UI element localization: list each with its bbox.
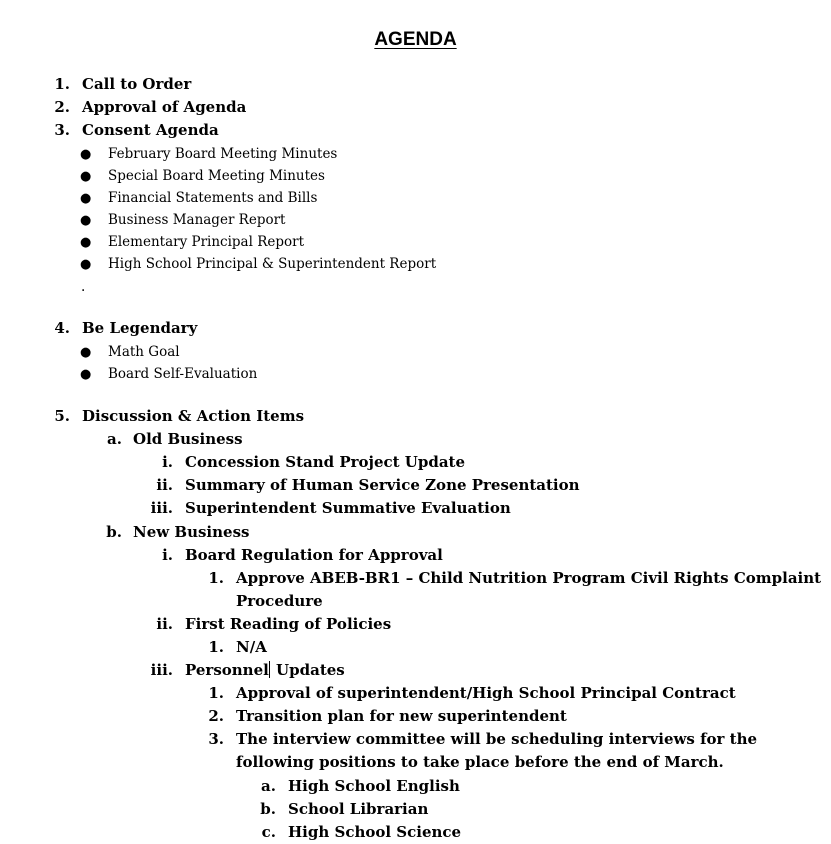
item-continuation: following positions to take place before the end of March. (236, 753, 724, 771)
item-number: 1. (208, 638, 224, 656)
roman-item-text: First Reading of Policies (185, 615, 392, 633)
roman-item-text: Concession Stand Project Update (185, 453, 466, 471)
roman-numeral: i. (162, 546, 173, 564)
item-continuation: Procedure (236, 592, 323, 610)
bullet-text: Math Goal (108, 344, 180, 360)
item-text: Be Legendary (82, 319, 198, 337)
sub-item-letter: a. (107, 430, 122, 448)
roman-numeral: ii. (156, 476, 173, 494)
bullet-text: Elementary Principal Report (108, 234, 305, 250)
position-letter: c. (261, 823, 276, 841)
sub-item-letter: b. (106, 523, 122, 541)
item-number: 3. (208, 730, 224, 748)
roman-numeral: iii. (150, 499, 173, 517)
bullet-text: Financial Statements and Bills (108, 190, 318, 206)
roman-item-text: Summary of Human Service Zone Presentation (185, 476, 580, 494)
item-number: 1. (54, 75, 70, 93)
item-number: 1. (208, 569, 224, 587)
bullet-text: Business Manager Report (108, 212, 286, 228)
roman-item-text: Superintendent Summative Evaluation (185, 499, 511, 517)
personnel-label: Personnel (185, 661, 269, 679)
item-number: 3. (54, 121, 70, 139)
bullet-icon: ● (80, 147, 92, 162)
item-text: The interview committee will be scheduling interviews for the (236, 730, 758, 748)
bullet-icon: ● (80, 213, 92, 228)
roman-numeral: i. (162, 453, 173, 471)
bullet-icon: ● (80, 345, 92, 360)
bullet-text: High School Principal & Superintendent Report (108, 256, 437, 272)
position-text: High School Science (288, 823, 462, 841)
sub-item-text: New Business (133, 523, 250, 541)
bullet-icon: ● (80, 367, 92, 382)
item-number: 2. (208, 707, 224, 725)
bullet-icon: ● (80, 257, 92, 272)
bullet-icon: ● (80, 235, 92, 250)
bullet-icon: ● (80, 191, 92, 206)
item-text: Transition plan for new superintendent (236, 707, 567, 725)
item-number: 2. (54, 98, 70, 116)
stray-mark: . (81, 279, 86, 295)
item-number: 4. (54, 319, 70, 337)
item-text: Call to Order (82, 75, 192, 93)
roman-numeral: ii. (156, 615, 173, 633)
item-number: 1. (208, 684, 224, 702)
roman-item-text: Board Regulation for Approval (185, 546, 443, 564)
position-text: School Librarian (288, 800, 429, 818)
position-letter: a. (261, 777, 276, 795)
bullet-text: Special Board Meeting Minutes (108, 168, 325, 184)
item-text: Consent Agenda (82, 121, 219, 139)
item-text: Approval of Agenda (82, 98, 247, 116)
bullet-icon: ● (80, 169, 92, 184)
item-text: Approval of superintendent/High School Principal Contract (236, 684, 736, 702)
item-text: N/A (236, 638, 267, 656)
personnel-label-rest: Updates (270, 661, 345, 679)
item-text: Discussion & Action Items (82, 407, 305, 425)
sub-item-text: Old Business (133, 430, 243, 448)
item-number: 5. (54, 407, 70, 425)
bullet-text: Board Self-Evaluation (108, 366, 258, 382)
bullet-text: February Board Meeting Minutes (108, 146, 338, 162)
roman-item-text (185, 659, 345, 682)
position-text: High School English (288, 777, 460, 795)
roman-numeral: iii. (150, 661, 173, 679)
page-title: AGENDA (374, 29, 457, 50)
item-text: Approve ABEB-BR1 – Child Nutrition Program Civil Rights Complaint (236, 569, 822, 587)
position-letter: b. (260, 800, 276, 818)
